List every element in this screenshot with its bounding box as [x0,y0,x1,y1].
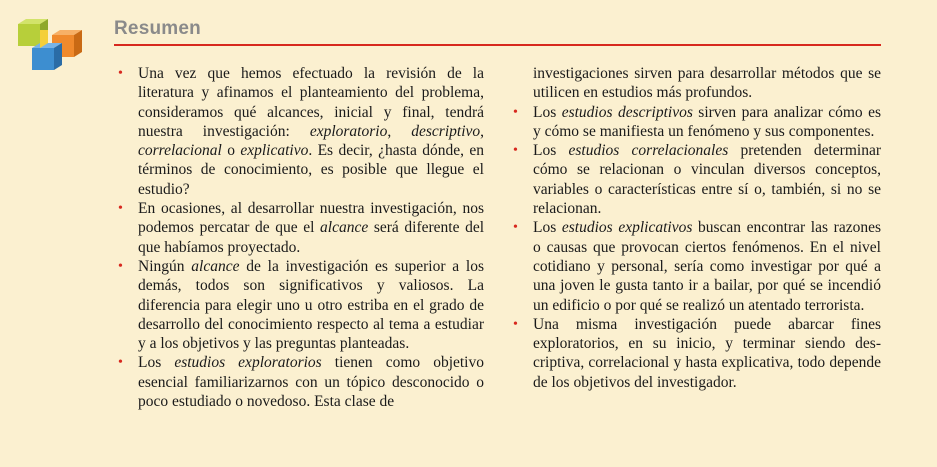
bullet-icon: • [118,66,123,81]
item-text: , [387,122,412,140]
bullet-icon: • [513,220,518,236]
emphasis-text: explicativo [240,142,309,160]
item-text: , [480,122,485,140]
summary-item [513,315,881,392]
emphasis-text: estudios explicativos [561,219,693,237]
bullet-icon: • [118,201,123,217]
title-rule [114,44,881,46]
summary-column-left [118,64,484,411]
summary-item [513,64,881,103]
emphasis-text: correlacional [138,142,222,160]
stacked-cubes-icon [14,18,82,76]
emphasis-text: alcance [320,219,369,237]
item-text: de la investigación es superior a los demás, todos son significativos y valiosos. La diferencia para elegir uno u otro estriba en el grado de desarrollo del conocimiento respecto al tema a estudiar y a los objetivos y las preguntas planteadas. [138,257,485,353]
item-text: Una misma investigación puede abarcar fines exploratorios, en su inicio, y terminar siendo descriptiva, correlacional y hasta explicativa, todo depende de los objetivos del investigador. [533,315,881,391]
item-text: buscan encontrar las razones o causas que provocan ciertos fenómenos. En el nivel cotidiano y personal, sería como investigar por qué a una joven le gusta tanto ir a bailar, por qué se incendió un edificio o por qué se realizó un atentado terrorista. [533,219,881,314]
summary-item [513,141,881,218]
bullet-icon: • [118,258,123,274]
section-title: Resumen [114,18,201,39]
item-text: Los [533,219,562,237]
bullet-icon: • [513,143,518,159]
item-text: o [221,142,241,160]
bullet-icon: • [513,316,518,332]
summary-item [118,257,484,353]
item-text: será diferente del que habíamos proyectado. [138,219,485,256]
emphasis-text: estudios exploratorios [174,354,322,372]
item-text: Una vez que hemos efectuado la revisión de la literatura y afinamos el planteamiento del problema, consideramos qué alcances, inicial y final, tendrá nuestra investigación: [138,65,484,140]
item-text: Los [533,103,562,121]
bullet-icon: • [118,355,123,371]
summary-item [118,199,484,257]
item-text: sirven para analizar cómo es y cómo se manifiesta un fenómeno y sus componentes. [533,103,881,140]
emphasis-text: alcance [191,257,240,275]
emphasis-text: descriptivo [411,122,481,140]
item-text: pretenden determinar cómo se relacionan o vinculan diversos conceptos, variables o características entre sí o, también, si no se relacionan. [533,142,881,218]
summary-item [118,64,484,199]
item-text: tienen como objetivo esencial familiarizarnos con un tópico desconocido o poco estudiado o novedoso. Esta clase de [138,354,484,411]
emphasis-text: estudios descriptivos [561,103,693,121]
emphasis-text: estudios correlacionales [568,142,729,160]
summary-item [513,218,881,314]
summary-item [118,353,484,411]
item-text: En ocasiones, al desarrollar nuestra investigación, nos podemos percatar de que el [138,200,484,237]
item-text: Los [138,354,175,372]
item-text: Los [533,142,569,160]
summary-column-right [513,64,881,392]
summary-item [513,103,881,142]
item-text: Ningún [138,257,192,275]
item-text: . Es decir, ¿hasta dónde, en términos de conocimiento, es posible que llegue el estudio? [138,142,484,198]
bullet-icon: • [513,104,518,120]
emphasis-text: exploratorio [309,122,388,140]
item-text: investigaciones sirven para desarrollar métodos que se utilicen en estudios más profundos. [533,65,881,102]
